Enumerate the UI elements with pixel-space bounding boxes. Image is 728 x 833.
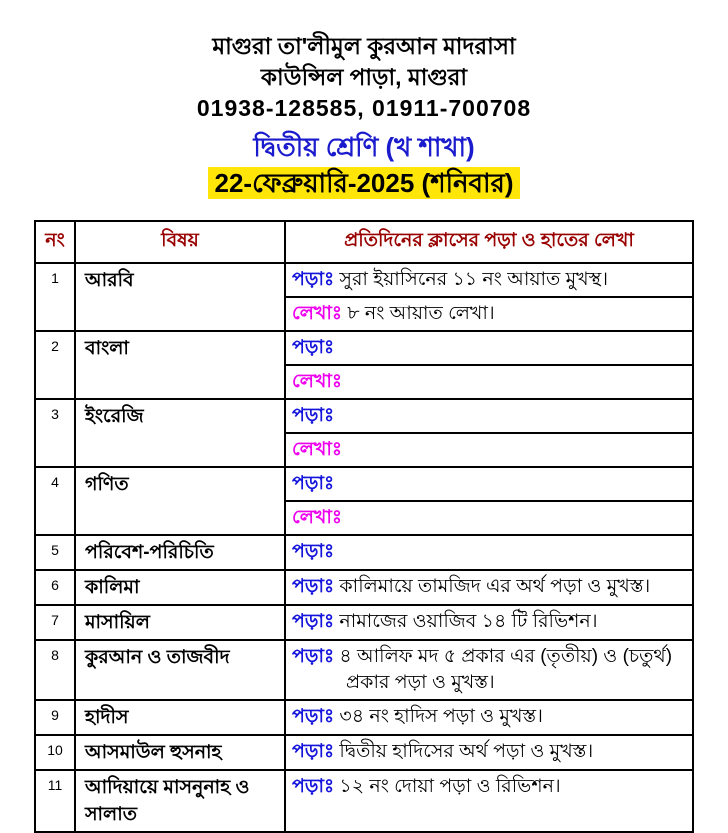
subject-cell: আরবি: [75, 263, 285, 331]
subject-cell: পরিবেশ-পরিচিতি: [75, 535, 285, 570]
read-cell: [285, 735, 693, 770]
read-cell: [285, 467, 693, 501]
row-number: 10: [35, 735, 75, 770]
read-text: নামাজের ওয়াজিব ১৪ টি রিভিশন।: [339, 611, 598, 632]
table-row: [35, 263, 693, 297]
row-number: 5: [35, 535, 75, 570]
write-label: লেখাঃ: [292, 439, 342, 460]
table-row: [35, 399, 693, 433]
row-number: 2: [35, 331, 75, 399]
write-cell: [285, 297, 693, 331]
table-row: [35, 535, 693, 570]
school-address: কাউন্সিল পাড়া, মাগুরা: [260, 64, 468, 90]
table-row: [35, 331, 693, 365]
table-row: [35, 640, 693, 700]
read-cell: [285, 770, 693, 832]
read-label: পড়াঃ: [292, 269, 335, 290]
read-cell: [285, 263, 693, 297]
read-cell: [285, 605, 693, 640]
schedule-table-body: [35, 263, 693, 832]
read-text: সুরা ইয়াসিনের ১১ নং আয়াত মুখস্থ।: [339, 269, 608, 290]
class-title: দ্বিতীয় শ্রেণি (খ শাখা): [253, 132, 475, 162]
table-header-row: [35, 221, 693, 263]
row-number: 11: [35, 770, 75, 832]
subject-cell: মাসায়িল: [75, 605, 285, 640]
subject-cell: ইংরেজি: [75, 399, 285, 467]
read-cell: [285, 640, 693, 700]
subject-cell: বাংলা: [75, 331, 285, 399]
read-cell: [285, 331, 693, 365]
date-title-highlight: 22-ফেব্রুয়ারি-2025 (শনিবার): [208, 167, 519, 199]
row-number: 1: [35, 263, 75, 331]
write-text: ৮ নং আয়াত লেখা।: [347, 303, 495, 324]
write-label: লেখাঃ: [292, 303, 342, 324]
read-text: ১২ নং দোয়া পড়া ও রিভিশন।: [339, 776, 561, 797]
table-row: [35, 605, 693, 640]
subject-cell: কুরআন ও তাজবীদ: [75, 640, 285, 700]
subject-cell: গণিত: [75, 467, 285, 535]
table-header: [35, 221, 693, 263]
row-number: 7: [35, 605, 75, 640]
row-number: 9: [35, 700, 75, 735]
column-header-number: নং: [35, 221, 75, 263]
subject-cell: আসমাউল হুসনাহ: [75, 735, 285, 770]
read-cell: [285, 570, 693, 605]
read-label: পড়াঃ: [292, 576, 335, 597]
read-label: পড়াঃ: [292, 611, 335, 632]
row-number: 3: [35, 399, 75, 467]
row-number: 4: [35, 467, 75, 535]
read-label: পড়াঃ: [292, 541, 335, 562]
read-cell: [285, 535, 693, 570]
write-label: লেখাঃ: [292, 507, 342, 528]
row-number: 6: [35, 570, 75, 605]
lesson-schedule-table: [34, 220, 694, 833]
document-header: [0, 30, 728, 205]
read-label: পড়াঃ: [292, 473, 335, 494]
write-label: লেখাঃ: [292, 371, 342, 392]
school-name: মাগুরা তা'লীমুল কুরআন মাদরাসা: [212, 33, 516, 59]
read-label: পড়াঃ: [292, 405, 335, 426]
write-cell: [285, 433, 693, 467]
read-text: ৩৪ নং হাদিস পড়া ও মুখস্ত।: [339, 706, 543, 727]
column-header-subject: বিষয়: [75, 221, 285, 263]
read-cell: [285, 700, 693, 735]
table-row: [35, 570, 693, 605]
read-text: ৪ আলিফ মদ ৫ প্রকার এর (তৃতীয়) ও (চতুর্থ) প্রকার পড়া ও মুখস্ত।: [339, 646, 673, 693]
table-row: [35, 770, 693, 832]
read-label: পড়াঃ: [292, 337, 335, 358]
subject-cell: কালিমা: [75, 570, 285, 605]
table-row: [35, 735, 693, 770]
read-text: দ্বিতীয় হাদিসের অর্থ পড়া ও মুখস্ত।: [339, 741, 594, 762]
school-phone-numbers: 01938-128585, 01911-700708: [196, 95, 532, 121]
row-number: 8: [35, 640, 75, 700]
read-label: পড়াঃ: [292, 741, 335, 762]
write-cell: [285, 365, 693, 399]
subject-cell: আদিয়ায়ে মাসনুনাহ ও সালাত: [75, 770, 285, 832]
write-cell: [285, 501, 693, 535]
read-label: পড়াঃ: [292, 706, 335, 727]
read-text: কালিমায়ে তামজিদ এর অর্থ পড়া ও মুখস্ত।: [339, 576, 651, 597]
read-label: পড়াঃ: [292, 776, 335, 797]
table-row: [35, 467, 693, 501]
column-header-lesson: প্রতিদিনের ক্লাসের পড়া ও হাতের লেখা: [285, 221, 693, 263]
table-row: [35, 700, 693, 735]
read-label: পড়াঃ: [292, 646, 335, 667]
subject-cell: হাদীস: [75, 700, 285, 735]
date-line: [0, 167, 728, 205]
read-cell: [285, 399, 693, 433]
